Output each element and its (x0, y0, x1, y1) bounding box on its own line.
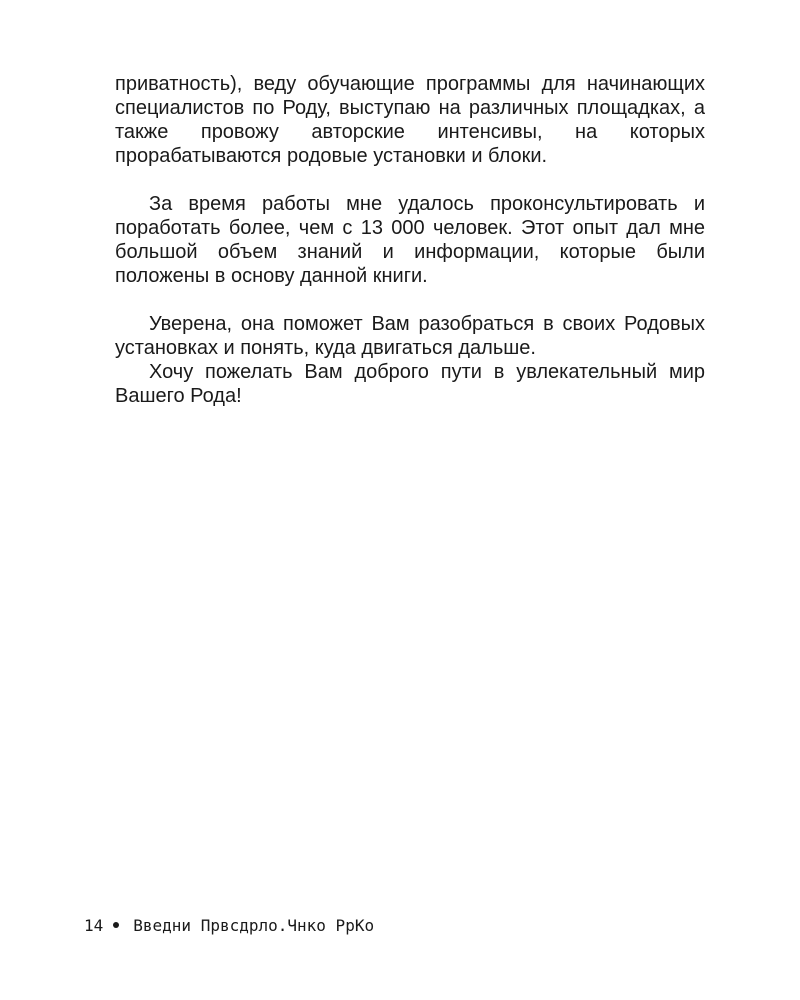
running-title: Введни Првсдрло.Чнко РрКо (133, 916, 375, 935)
paragraph-gap (115, 168, 705, 192)
paragraph-experience: За время работы мне удалось проконсультировать и поработать более, чем с 13 000 человек. Этот опыт дал мне большой объем знаний и информации, которые были положены в основу данной книги. (115, 193, 705, 287)
bullet-separator-icon (113, 922, 119, 928)
page-body-text (115, 72, 705, 408)
page-footer (84, 916, 374, 936)
page-number: 14 (84, 916, 104, 935)
paragraph-confidence: Уверена, она поможет Вам разобраться в своих Родовых установках и понять, куда двигаться дальше. (115, 313, 705, 359)
paragraph-wish: Хочу пожелать Вам доброго пути в увлекательный мир Вашего Рода! (115, 361, 705, 407)
paragraph-continuation: приватность), веду обучающие программы для начинающих специалистов по Роду, выступаю на различных площадках, а также провожу авторские интенсивы, на которых прорабатываются родовые установки и блоки. (115, 73, 705, 167)
paragraph-gap (115, 288, 705, 312)
